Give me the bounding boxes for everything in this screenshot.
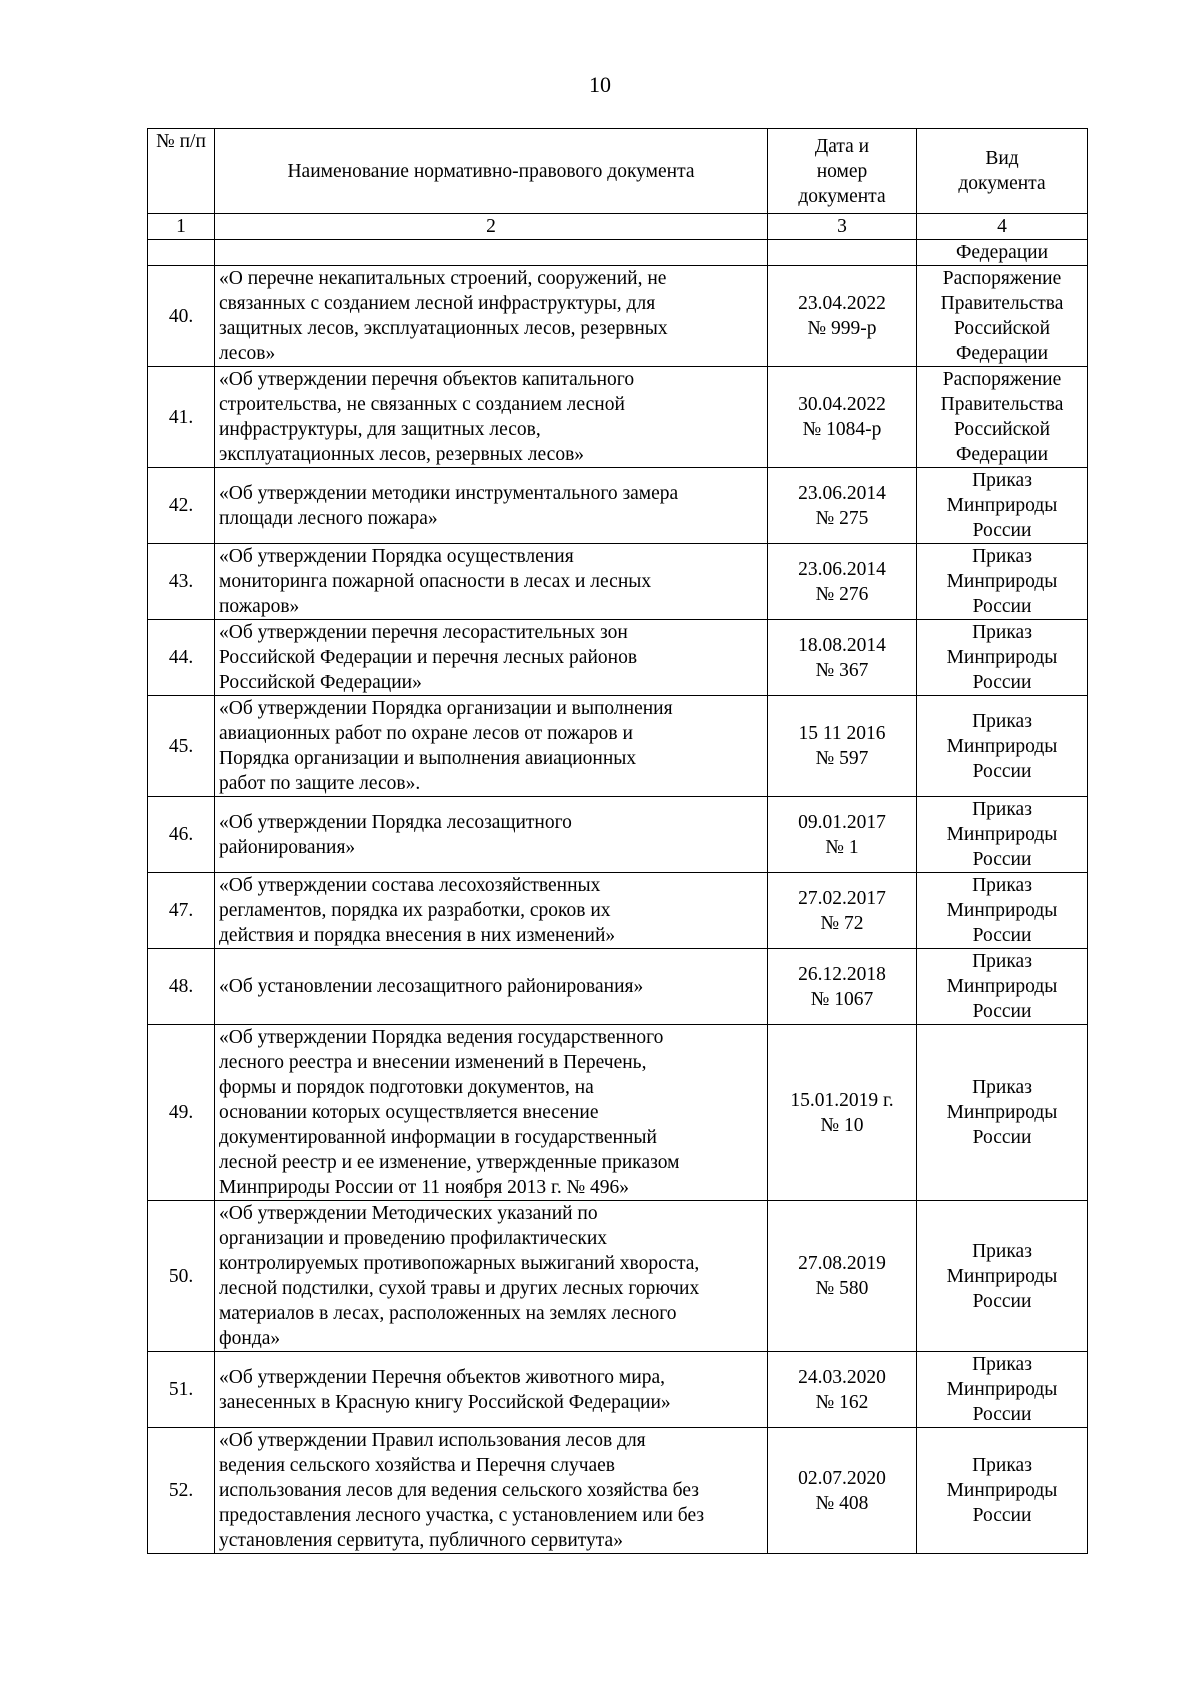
document-name-line: «Об утверждении Порядка осуществления	[219, 546, 574, 567]
document-kind-line: Правительства	[940, 293, 1064, 314]
document-kind-line: Минприроды	[946, 647, 1058, 668]
document-name-line: предоставления лесного участка, с установлением или без	[219, 1505, 705, 1526]
document-name-line: районирования»	[219, 836, 356, 858]
table-row	[148, 797, 1088, 873]
document-kind-line: Приказ	[972, 1354, 1032, 1375]
document-name-line: защитных лесов, эксплуатационных лесов, резервных	[219, 318, 668, 339]
document-name-line: ведения сельского хозяйства и Перечня случаев	[219, 1455, 616, 1476]
document-kind-line: Приказ	[972, 546, 1032, 567]
document-date-line: № 580	[815, 1278, 869, 1299]
document-kind-line: Приказ	[972, 710, 1032, 732]
document-name-line: «Об утверждении перечня лесорастительных зон	[219, 622, 628, 643]
document-name-line: инфраструктуры, для защитных лесов,	[219, 419, 541, 440]
document-date-number	[768, 1201, 917, 1352]
document-date-number	[768, 544, 917, 620]
table-row	[148, 1352, 1088, 1428]
document-kind	[917, 468, 1088, 544]
document-name-line: лесного реестра и внесении изменений в Перечень,	[219, 1052, 647, 1073]
document-name-line: Российской Федерации и перечня лесных районов	[219, 647, 638, 668]
header-kind-line: Вид	[985, 148, 1019, 169]
document-name	[215, 544, 768, 620]
document-name-line: «Об утверждении Правил использования лесов для	[219, 1430, 646, 1451]
document-name-line: «О перечне некапитальных строений, сооружений, не	[219, 268, 667, 289]
document-kind-line: Минприроды	[946, 1379, 1058, 1400]
document-date-line: 27.08.2019	[798, 1253, 886, 1274]
document-name-line: пожаров»	[219, 596, 300, 617]
document-kind	[917, 1201, 1088, 1352]
document-name	[215, 1201, 768, 1352]
column-index: 1	[148, 214, 215, 240]
document-date-line: № 1	[825, 836, 859, 858]
document-kind-line: России	[972, 925, 1032, 946]
table-row	[148, 620, 1088, 696]
document-date-number	[768, 1025, 917, 1201]
row-number: 45.	[148, 696, 215, 797]
document-date-line: № 1084-р	[802, 419, 882, 440]
documents-table	[147, 128, 1088, 1554]
document-kind-line: Минприроды	[946, 824, 1058, 845]
document-date-number	[768, 620, 917, 696]
document-date-line: 09.01.2017	[798, 811, 886, 833]
document-kind-line: Минприроды	[946, 976, 1058, 997]
document-kind-line: Минприроды	[946, 1480, 1058, 1501]
column-index-row	[148, 214, 1088, 240]
document-name-line: регламентов, порядка их разработки, сроков их	[219, 900, 611, 921]
document-kind-line: России	[972, 672, 1032, 693]
row-number: 51.	[148, 1352, 215, 1428]
document-date-number	[768, 1352, 917, 1428]
document-date-line: № 999-р	[807, 318, 877, 339]
document-date-line: № 72	[820, 912, 864, 934]
document-name-line: использования лесов для ведения сельского хозяйства без	[219, 1480, 699, 1501]
document-kind-line: России	[972, 1127, 1032, 1148]
document-kind-line: Приказ	[972, 875, 1032, 896]
row-number: 43.	[148, 544, 215, 620]
table-row	[148, 367, 1088, 468]
document-date-line: 15 11 2016	[798, 723, 886, 744]
table-row	[148, 1025, 1088, 1201]
document-kind	[917, 696, 1088, 797]
document-kind-line: Распоряжение	[942, 268, 1062, 289]
document-kind	[917, 1428, 1088, 1554]
document-date-number	[768, 1428, 917, 1554]
document-name-line: «Об утверждении Порядка лесозащитного	[219, 811, 572, 833]
document-date-line: 26.12.2018	[798, 963, 886, 985]
document-date-number	[768, 873, 917, 949]
row-number: 41.	[148, 367, 215, 468]
table-row	[148, 266, 1088, 367]
document-name	[215, 367, 768, 468]
document-date-number	[768, 797, 917, 873]
row-number: 47.	[148, 873, 215, 949]
document-kind-line: России	[972, 1505, 1032, 1526]
header-document-kind	[917, 129, 1088, 214]
document-date-number	[768, 949, 917, 1025]
document-name-line: «Об установлении лесозащитного районирования»	[219, 976, 644, 997]
document-name-line: «Об утверждении перечня объектов капитального	[219, 369, 635, 390]
document-name-line: связанных с созданием лесной инфраструктуры, для	[219, 293, 656, 314]
document-name-line: установления сервитута, публичного сервитута»	[219, 1530, 623, 1551]
document-name-line: «Об утверждении методики инструментального замера	[219, 482, 679, 504]
document-name-line: лесной реестр и ее изменение, утвержденные приказом	[219, 1152, 680, 1173]
header-kind-line: документа	[958, 173, 1046, 194]
header-date-number	[768, 129, 917, 214]
document-kind-line: Приказ	[972, 1077, 1032, 1098]
document-date-line: № 275	[815, 507, 869, 529]
document-name-line: площади лесного пожара»	[219, 507, 438, 529]
document-name-line: Минприроды России от 11 ноября 2013 г. № 496»	[219, 1177, 630, 1198]
document-name-line: лесной подстилки, сухой травы и других лесных горючих	[219, 1278, 700, 1299]
document-name	[215, 1025, 768, 1201]
document-kind-line: Правительства	[940, 394, 1064, 415]
document-name	[215, 797, 768, 873]
document-name-line: контролируемых противопожарных выжиганий хвороста,	[219, 1253, 700, 1274]
document-name-line: Российской Федерации»	[219, 672, 422, 693]
table-header-row	[148, 129, 1088, 214]
document-date-line: 30.04.2022	[798, 394, 886, 415]
document-kind	[917, 544, 1088, 620]
document-kind-line: Приказ	[972, 470, 1032, 491]
document-kind-line: Минприроды	[946, 900, 1058, 921]
document-name	[215, 266, 768, 367]
table-row	[148, 949, 1088, 1025]
table-row	[148, 1201, 1088, 1352]
document-name	[215, 696, 768, 797]
row-number: 52.	[148, 1428, 215, 1554]
document-date-line: № 597	[815, 748, 869, 769]
column-index: 4	[917, 214, 1088, 240]
continuation-row	[148, 240, 1088, 266]
document-date-line: 23.06.2014	[798, 558, 886, 580]
document-date-number	[768, 367, 917, 468]
header-date-line: Дата и	[814, 135, 870, 157]
document-name-line: действия и порядка внесения в них изменений»	[219, 925, 616, 946]
document-kind-line: Минприроды	[946, 1265, 1058, 1287]
document-kind-line: Российской	[953, 419, 1051, 440]
document-kind-line: России	[972, 1001, 1032, 1022]
document-kind-line: России	[972, 1290, 1032, 1312]
column-index: 2	[215, 214, 768, 240]
document-date-line: 02.07.2020	[798, 1467, 886, 1489]
document-name	[215, 468, 768, 544]
document-name-line: материалов в лесах, расположенных на землях лесного	[219, 1303, 677, 1324]
document-name-line: «Об утверждении Порядка ведения государственного	[219, 1027, 664, 1048]
document-name-line: лесов»	[219, 343, 276, 364]
header-number: № п/п	[148, 129, 215, 214]
row-number: 49.	[148, 1025, 215, 1201]
document-name-line: строительства, не связанных с созданием лесной	[219, 394, 625, 415]
document-name	[215, 620, 768, 696]
table-row	[148, 468, 1088, 544]
document-name-line: «Об утверждении Порядка организации и выполнения	[219, 698, 673, 719]
document-kind-line: Минприроды	[946, 1102, 1058, 1123]
document-kind-line: Приказ	[972, 799, 1032, 820]
document-date-line: № 10	[820, 1114, 864, 1136]
document-date-line: № 367	[815, 659, 869, 681]
document-name	[215, 1352, 768, 1428]
document-kind	[917, 949, 1088, 1025]
document-kind-line: Российской	[953, 318, 1051, 339]
document-kind-line: Федерации	[955, 444, 1049, 465]
document-kind	[917, 797, 1088, 873]
document-kind	[917, 1025, 1088, 1201]
row-number: 42.	[148, 468, 215, 544]
document-name-line: документированной информации в государственный	[219, 1127, 657, 1148]
table-row	[148, 873, 1088, 949]
document-kind-line: Приказ	[972, 1455, 1032, 1476]
table-row	[148, 696, 1088, 797]
document-name-line: организации и проведению профилактических	[219, 1228, 608, 1249]
row-number: 40.	[148, 266, 215, 367]
document-kind-line: Приказ	[972, 1240, 1032, 1262]
document-date-line: № 276	[815, 583, 869, 605]
table-row	[148, 544, 1088, 620]
document-kind-line: Приказ	[972, 951, 1032, 972]
document-kind	[917, 1352, 1088, 1428]
document-date-line: 15.01.2019 г.	[790, 1089, 894, 1111]
document-name-line: работ по защите лесов».	[219, 773, 421, 794]
document-name-line: «Об утверждении состава лесохозяйственных	[219, 875, 601, 896]
header-document-name: Наименование нормативно-правового документа	[215, 129, 768, 214]
row-number: 50.	[148, 1201, 215, 1352]
document-name-line: фонда»	[219, 1328, 281, 1349]
document-name-line: Порядка организации и выполнения авиационных	[219, 748, 637, 769]
row-number: 46.	[148, 797, 215, 873]
document-kind	[917, 367, 1088, 468]
continuation-kind: Федерации	[917, 240, 1088, 266]
document-kind-line: Распоряжение	[942, 369, 1062, 390]
document-date-line: № 1067	[810, 988, 874, 1010]
document-date-number	[768, 468, 917, 544]
row-number: 48.	[148, 949, 215, 1025]
document-date-line: 18.08.2014	[798, 634, 886, 656]
document-kind-line: Минприроды	[946, 735, 1058, 757]
column-index: 3	[768, 214, 917, 240]
document-date-line: 23.04.2022	[798, 293, 886, 314]
document-kind	[917, 266, 1088, 367]
document-name-line: занесенных в Красную книгу Российской Федерации»	[219, 1391, 671, 1413]
header-date-line: документа	[798, 185, 886, 207]
document-name-line: авиационных работ по охране лесов от пожаров и	[219, 723, 633, 744]
document-kind-line: России	[972, 849, 1032, 870]
document-kind-line: Минприроды	[946, 495, 1058, 516]
document-name-line: «Об утверждении Методических указаний по	[219, 1203, 598, 1224]
row-number: 44.	[148, 620, 215, 696]
document-name-line: эксплуатационных лесов, резервных лесов»	[219, 444, 585, 465]
document-kind-line: Приказ	[972, 622, 1032, 643]
document-name-line: «Об утверждении Перечня объектов животного мира,	[219, 1366, 665, 1388]
document-date-line: № 162	[815, 1391, 869, 1413]
document-name-line: мониторинга пожарной опасности в лесах и лесных	[219, 571, 652, 592]
page-number: 10	[589, 72, 611, 97]
document-kind-line: России	[972, 596, 1032, 617]
document-kind-line: России	[972, 1404, 1032, 1425]
document-kind-line: России	[972, 760, 1032, 782]
document-name-line: формы и порядок подготовки документов, на	[219, 1077, 594, 1098]
document-date-line: 23.06.2014	[798, 482, 886, 504]
document-kind-line: России	[972, 520, 1032, 541]
document-kind	[917, 620, 1088, 696]
table-row	[148, 1428, 1088, 1554]
document-date-line: 24.03.2020	[798, 1366, 886, 1388]
document-date-line: № 408	[815, 1492, 869, 1514]
document-date-line: 27.02.2017	[798, 887, 886, 909]
document-date-number	[768, 696, 917, 797]
document-name-line: основании которых осуществляется внесение	[219, 1102, 599, 1123]
document-kind	[917, 873, 1088, 949]
document-name	[215, 1428, 768, 1554]
header-date-line: номер	[816, 160, 868, 182]
document-kind-line: Минприроды	[946, 571, 1058, 592]
document-kind-line: Федерации	[955, 343, 1049, 364]
document-date-number	[768, 266, 917, 367]
document-name	[215, 949, 768, 1025]
document-name	[215, 873, 768, 949]
